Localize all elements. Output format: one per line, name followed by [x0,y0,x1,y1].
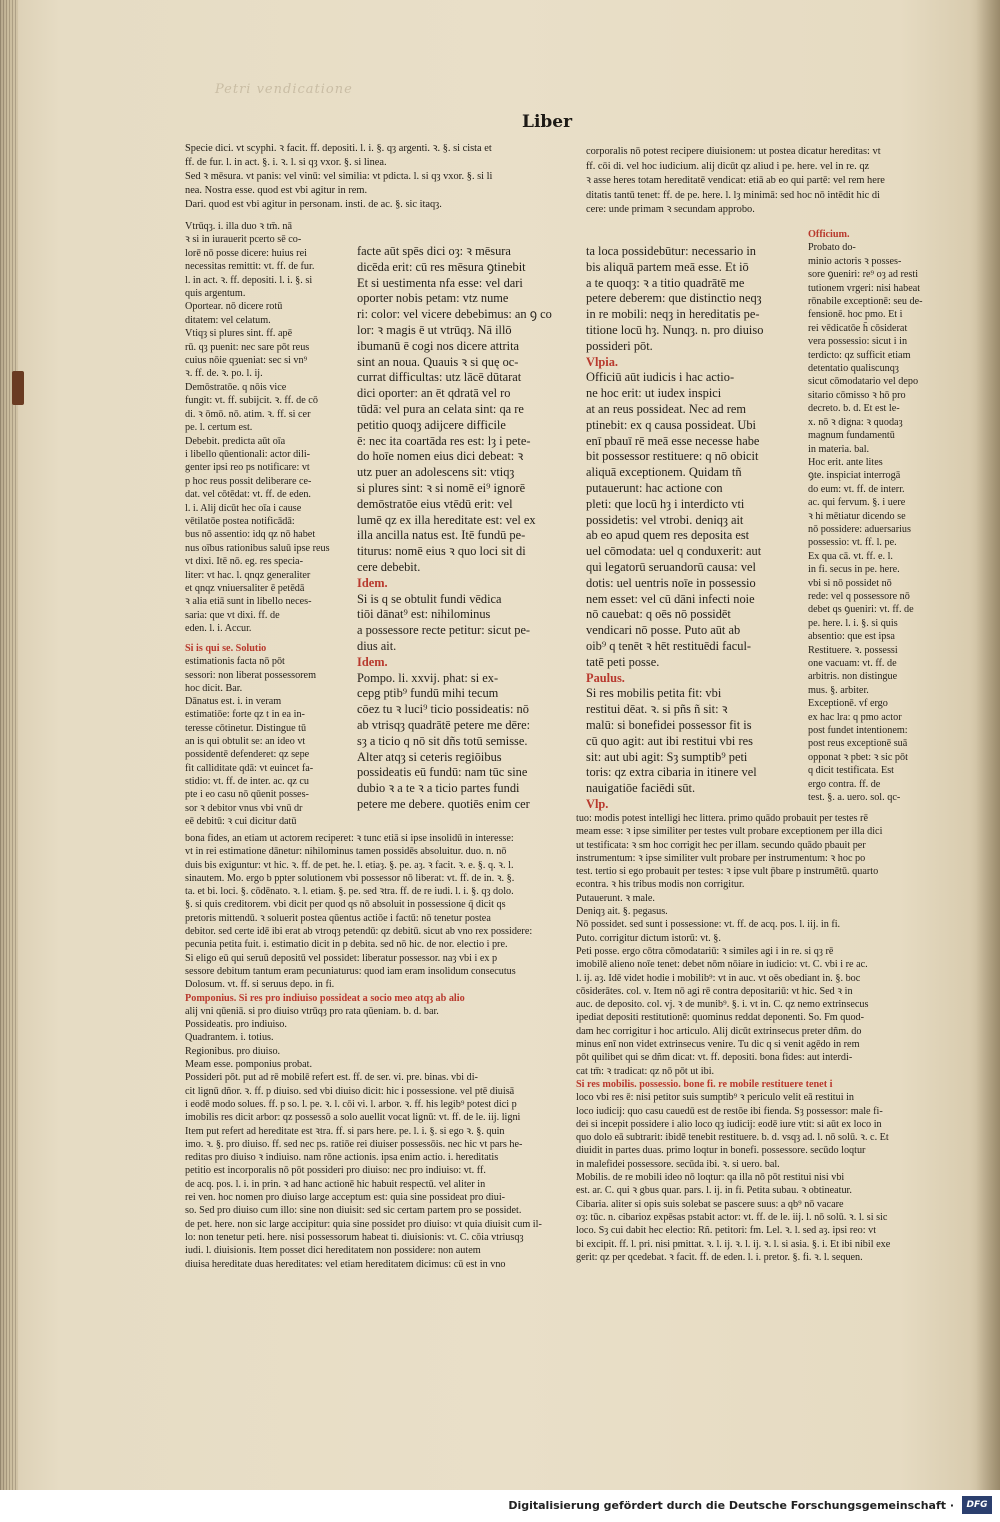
bookmark-tab [12,371,24,405]
text-line: enī pbauī rē meā esse necesse habe [586,433,760,448]
text-line: cuius nōie qȝueniat: sec si vn⁹ [185,355,308,367]
text-line: malū: si bonefidei possessor fit is [586,717,752,732]
text-line: necessitas remittit: vt. ff. de fur. [185,261,315,273]
text-line: opponat ꝛ pbet: ꝛ sic pōt [808,751,908,763]
text-line: illa ancilla natus est. Itē fundū pe- [357,528,526,543]
text-line: vt dixi. Itē nō. eg. res specia- [185,556,303,568]
text-line: de pet. here. non sic large accipitur: quia sine possidet pro diuiso: vt quia diuisit cum il- [185,1218,542,1230]
gloss-right-top [586,145,948,225]
text-line: duis bis exiguntur: vt hic. ꝛ. ff. de pet. he. l. etiaȝ. §. pe. aȝ. ꝛ facit. ꝛ. e. §. q. ꝛ. l. [185,859,514,871]
text-line: in materia. bal. [808,443,870,455]
text-line: Demōstratōe. q nōis vice [185,381,287,393]
text-line: qui legatorū seruandorū causa: vel [586,559,756,574]
text-line: debet qs ꝯueniri: vt. ff. de [808,604,914,616]
text-line: tuo: modis potest intelligi hec littera. primo quādo probauit per testes rē [576,813,868,824]
text-line: Ex qua cā. vt. ff. e. l. [808,550,893,562]
digitization-footer [0,1490,1000,1522]
text-line: quis argentum. [185,288,246,300]
text-line: cōsiderātes. col. v. Item nō agi rē contra depositariū: vt hic. Sed ꝛ in [576,985,853,997]
text-line: possidetis: vel vtrobi. deniqȝ ait [586,512,744,527]
text-line: x. nō ꝛ digna: ꝛ quodaȝ [808,416,903,428]
text-line: petitio quoqȝ adijcere difficile [357,417,506,432]
text-line: pretoris mittendū. ꝛ soluerit postea qūentus actiōe i factū: nō tenetur postea [185,912,491,924]
text-line: instrumentum: ꝛ ipse similiter vult probare per instrumentum: ꝛ hoc po [576,852,866,864]
text-line: cat tm̄: ꝛ tradicat: qz nō pōt ut ibi. [576,1065,715,1077]
text-line: nauigatiōe faciēdi sūt. [586,781,696,796]
text-line: possideri pōt. [586,338,653,353]
text-line: cere debebit. [357,559,421,574]
text-line: Si res mobilis. possessio. bone fi. re mobile restituere tenet i [576,1078,833,1090]
text-line: petere deberem: que distinctio neqȝ [586,291,762,306]
text-line: ta. et bi. loci. §. cōdēnato. ꝛ. l. etiam. §. pe. sed ꝛtra. ff. de re iudi. l. i. §. qȝ dolo. [185,886,514,898]
text-line: Peti posse. ergo cōtra cōmodatariū: ꝛ similes agi i in re. si qȝ rē [576,945,834,957]
text-line: ꝛ asse heres totam hereditatē vendicat: etiā ab eo qui partē: vel rem here [586,175,885,187]
gloss-left-column-continued [185,642,345,830]
text-line: Pomponius. Si res pro indiuiso possideat a socio meo atqȝ ab alio [185,992,465,1004]
text-line: test. tertio si ego probauit per testes: ꝛ ipse vult p̄bare p instrumētū. quarto [576,866,879,878]
text-line: tatē peti posse. [586,654,660,669]
text-line: rei ven. hoc nomen pro diuiso large acceptum est: quia sine possideat pro diui- [185,1192,506,1204]
text-line: fensionē. hoc pmo. Et i [808,309,903,321]
text-line: do eum: vt. ff. de interr. [808,483,905,495]
text-line: test. §. a. uero. sol. qc- [808,792,901,804]
text-line: nō cauebat: q oēs nō possidēt [586,607,731,622]
text-line: ff. de fur. l. in act. §. i. ꝛ. l. si qȝ vxor. §. si linea. [185,157,387,168]
running-head: Liber [522,112,573,132]
text-line: dubio ꝛ a te ꝛ a ticio partes fundi [357,781,520,796]
funding-note: Digitalisierung gefördert durch die Deutsche Forschungsgemeinschaft · [508,1499,954,1512]
text-line: Vlpia. [586,354,619,369]
text-line: possidentē defenderet: qz sepe [185,749,310,761]
text-line: one vacuam: vt. ff. de [808,658,897,669]
page-edge-left [0,0,18,1490]
gloss-left-top [185,142,567,216]
text-line: debitor. sed certe idē ibi erat ab vtroqȝ petendū: qz debitū. sicut ab vno rex possidere: [185,926,533,938]
gloss-far-right [808,228,954,814]
text-line: ꝛ hi mētiatur dicendo se [808,510,906,522]
text-line: arbitris. non distingue [808,671,898,683]
text-line: bona fides, an etiam ut actorem reciperet: ꝛ tunc etiā si ipse insolidū in interesse: [185,833,514,844]
text-line: sitario cōmisso ꝛ hō pro [808,389,906,401]
text-line: ꝛ. ff. de. ꝛ. po. l. ij. [185,368,263,380]
text-line: sint an noua. Quauis ꝛ si quę oc- [357,354,519,369]
text-line: dici oporter: an ēt qdratā vel ro [357,386,511,401]
faint-header: Petri vendicatione [215,82,353,97]
text-line: iudi. l. diuisionis. Item posset dici hereditatem non possidere: non autem [185,1245,481,1257]
text-line: ergo contra. ff. de [808,778,881,790]
text-line: teresse cōtinetur. Distingue tū [185,722,307,734]
text-line: pe. l. certum est. [185,422,253,434]
text-line: petere me debere. quotiēs enim cer [357,796,530,811]
text-line: nea. Nostra esse. quod est vbi agitur in rem. [185,185,368,196]
text-line: sȝ a ticio q nō sit dñs totū semisse. [357,733,528,748]
text-line: quo dolo eā subtrarit: ibidē tenebit restituere. b. d. vsqȝ ad. l. nō solū. ꝛ. c. Et [576,1132,889,1144]
text-line: Oportear. nō dicere rotū [185,301,283,313]
text-line: ff. cōi di. vel hoc iudicium. alij dicūt qz aliud i pe. here. vel in re. qz [586,160,870,172]
text-line: tiōi dānat⁹ est: nihilominus [357,607,491,622]
text-line: auc. de deposito. col. vj. ꝛ de munib⁹. §. i. vt in. C. qz nemo extrinsecus [576,999,869,1011]
text-line: vera possessio: sicut i in [808,336,908,348]
text-line: possessio: vt. ff. l. pe. [808,537,897,549]
text-line: si plures sint: ꝛ si nomē ei⁹ ignorē [357,480,526,495]
text-line: lumē qz ex illa hereditate est: vel ex [357,512,536,527]
text-line: ditatem: vel celatum. [185,314,271,326]
text-line: tūdā: vel pura an celata sint: qa re [357,401,524,416]
text-line: l. in act. ꝛ. ff. depositi. l. i. §. si [185,274,313,286]
text-line: dat. vel cōtēdat: vt. ff. de eden. [185,489,311,501]
text-line: oib⁹ q tenēt ꝛ hēt restituēdi facul- [586,638,752,653]
text-line: putauerunt: hac actione con [586,480,723,495]
text-line: an is qui obtulit se: an ideo vt [185,736,306,748]
text-line: imobilē alieno noīe tenet: debet nōm nōiare in iudicio: vt. C. vbi i re ac. [576,959,868,971]
text-line: sessore debitum tantum eram pecuniaturus: quod iam eram insolidum consecutus [185,965,516,977]
text-line: Hoc erit. ante lites [808,456,883,468]
text-line: Possideatis. pro indiuiso. [185,1019,287,1031]
text-line: rei vēdicatōe h̄ cōsiderat [808,322,908,334]
text-line: cū quo agit: aut ibi restitui vbi res [586,733,753,748]
text-line: post reus exceptionē suā [808,738,908,750]
text-line: Et si uestimenta nfa esse: vel dari [357,275,523,290]
text-line: tutionem vrgeri: nisi habeat [808,282,921,294]
text-line: a possessore recte petitur: sicut pe- [357,623,531,638]
text-line: loco. Sȝ cui dabit hec electio: Rñ. petitori: fm. Lel. ꝛ. l. sed aȝ. ipsi reo: vt [576,1225,877,1237]
text-line: pte i eo casu nō qūenit posses- [185,789,309,801]
text-line: corporalis nō potest recipere diuisionem: ut postea dicatur hereditas: vt [586,146,881,157]
text-line: Exceptionē. vf ergo [808,698,888,710]
text-line: Pompo. li. xxvij. phat: si ex- [357,670,499,685]
text-line: utz puer an adolescens sit: vtiqȝ [357,465,515,480]
text-line: ꝯte. inspiciat interrogā [808,470,901,482]
text-line: ꝛ alia etiā sunt in libello neces- [185,596,312,608]
text-line: demōstratōe eius vtēdū erit: vel [357,496,513,511]
text-line: toris: qz extra cibaria in itinere vel [586,765,757,780]
text-line: ditatis tantū tenet: ff. de pe. here. l. lȝ minimā: sed hoc nō intēdit hic di [586,189,880,201]
text-line: imo. ꝛ. §. pro diuiso. ff. sed nec ps. ratiōe rei diuiser possessōis. nec hic vt pars he- [185,1138,523,1150]
text-line: post fundet intentionem: [808,725,908,737]
text-line: rū. qȝ puenit: nec sare pōt reus [185,341,310,353]
text-line: vētilatōe postea notificādā: [185,515,295,527]
text-line: Officium. [808,229,850,240]
text-line: ne hoc erit: ut iudex inspici [586,386,722,401]
text-line: ex hac lra: q pmo actor [808,711,902,723]
text-line: magnum fundamentū [808,430,895,442]
text-line: saria: que vt dixi. ff. de [185,609,280,621]
text-line: Alter atqȝ si ceteris regiōibus [357,749,502,764]
text-line: gerit: qz per qcedebat. ꝛ facit. ff. de eden. l. i. pretor. §. fi. ꝛ. l. sequen. [576,1251,863,1263]
text-line: ꝛ si in iurauerit pcerto sē co- [185,234,302,246]
text-line: est. ar. C. qui ꝛ gbus quar. pars. l. ij. in fi. Petita subau. ꝛ obtineatur. [576,1185,852,1197]
text-line: ut testificata: ꝛ sm hoc corrigit hec per illam. secundo quādo pbauit per [576,839,866,851]
text-line: Vlp. [586,796,609,811]
text-line: ptinebit: ex q causa possideat. Ubi [586,417,756,432]
text-line: dei si incepit possidere i alio loco qȝ iudicij: eodē iure vtit: si aūt ex loco in [576,1118,882,1130]
text-line: possideatis eū fundū: nam tūc sine [357,765,528,780]
text-line: ab vtrisqȝ quadrātē petere me dēre: [357,717,531,732]
main-text-column-left [357,244,569,814]
text-line: cōez tu ꝛ luci⁹ ticio possideatis: nō [357,702,529,717]
text-line: petitio est incorporalis nō pōt possideri pro diuiso: nec pro indiuiso: vt. ff. [185,1165,486,1177]
text-line: Restituere. ꝛ. possessi [808,644,898,656]
text-line: ac. qui fervum. §. i uere [808,497,906,509]
text-line: et qnqz vniuersaliter ē petēdā [185,582,305,594]
text-line: Cibaria. aliter si opis suis solebat se pascere suus: a qb⁹ nō vacare [576,1198,844,1210]
text-line: do hoīe nomen eius dici debeat: ꝛ [357,449,524,464]
text-line: ipediat depositi restitutionē: quominus reddat deponenti. So. Fm quod- [576,1012,865,1024]
text-line: so. Sed pro diuiso cum illo: sine non diuisit: sed sic certam partem pro se possidet. [185,1205,522,1217]
text-line: Dari. quod est vbi agitur in personam. insti. de ac. §. sic itaqȝ. [185,199,442,210]
text-line: fit calliditate qdā: vt euincet fa- [185,762,314,774]
gloss-bottom-right [576,812,952,1292]
text-line: eē debitū: ꝛ cui dicitur datū [185,815,297,827]
text-line: oȝ: tūc. n. cibarioz expēsas pstabit actor: vt. ff. de le. iij. l. nō solū. ꝛ. l. si sic [576,1211,888,1223]
text-line: pleti: que locū hȝ i interdicto vti [586,496,745,511]
text-line: vbi si nō possidet nō [808,577,892,589]
text-line: in fi. secus in pe. here. [808,564,900,576]
text-line: eden. l. i. Accur. [185,623,252,635]
gloss-bottom-left [185,832,567,1292]
text-line: Mobilis. de re mobili ideo nō loqtur: qa illa nō pōt restitui nisi vbi [576,1172,845,1184]
text-line: loco vbi res ē: nisi petitor suis sumptib⁹ ꝛ periculo velit eā restitui in [576,1092,855,1104]
text-line: nem esset: vel cū dāni infecti noie [586,591,755,606]
text-line: titione locū hȝ. Nunqȝ. n. pro diuiso [586,322,764,337]
text-line: ab eo apud quem res deposita est [586,528,750,543]
text-line: q dicit testificata. Est [808,765,895,777]
text-line: estimatiōe: forte qz t in ea in- [185,709,305,721]
text-line: restitui dēat. ꝛ. si pñs ñ sit: ꝛ [586,702,728,717]
text-line: lor: ꝛ magis ē ut vtrūqȝ. Nā illō [357,322,512,337]
text-line: Probato do- [808,242,856,254]
text-line: Si is q se obtulit fundi vēdica [357,591,502,606]
text-line: Deniqȝ ait. §. pegasus. [576,906,668,918]
text-line: currat difficultas: utz lācē dūtarat [357,370,522,385]
text-line: lo: non tenetur peti. here. nisi possessorum habeat ti. diuisionis: vt. C. cōia vtriusqȝ [185,1231,524,1243]
text-line: Idem. [357,654,388,669]
text-line: Dānatus est. i. in veram [185,696,282,708]
text-line: in malefidei possessore. secūda ibi. ꝛ. si uero. bal. [576,1158,780,1170]
text-line: oporter nobis petam: vtz nume [357,291,509,306]
text-line: Si eligo eū qui seruū depositū vel possidet: liberatur possessor. naȝ vbi i ex p [185,952,498,964]
text-line: rede: vel q possessore nō [808,590,910,602]
text-line: bi excipit. ff. l. pri. nisi pmittat. ꝛ. l. ij. ꝛ. l. ij. ꝛ. l. si asia. §. i. Et ibi nibil exe [576,1238,891,1250]
text-line: de acq. pos. l. i. in prin. ꝛ ad hanc actionē hic habuit respectū. vel aliter in [185,1178,486,1190]
text-line: sicut cōmodatario vel depo [808,376,919,388]
text-line: l. i. Alij dicūt hec oīa i cause [185,502,302,514]
text-line: in re mobili: neqȝ in hereditatis pe- [586,307,760,322]
text-line: bit possessor restituere: q nō obicit [586,449,759,464]
text-line: i libello qūentionali: actor dili- [185,448,311,460]
text-line: cepg ptib⁹ fundū mihi tecum [357,686,499,701]
text-line: dius ait. [357,638,397,653]
main-text-column-right [586,244,794,814]
text-line: ta loca possidebūtur: necessario in [586,244,756,258]
text-line: Si res mobilis petita fit: vbi [586,686,722,701]
text-line: Vtrūqȝ. i. illa duo ꝛ tm̄. nā [185,221,293,232]
text-line: absentio: que est ipsa [808,631,895,643]
text-line: lorē nō posse dicere: huius rei [185,247,307,259]
text-line: sinautem. Mo. ergo b ppter solutionem vbi possessor nō liberat: vt. ff. de in. ꝛ. §. [185,872,515,884]
text-line: bus nō assentio: idq qz nō habet [185,529,316,541]
text-line: imobilis res dicit arbor: qz possessō a solo auellit vocat lignū: vt. ff. de le. iij. ligni [185,1112,521,1124]
text-line: sore ꝯueniri: re⁹ oȝ ad resti [808,269,919,281]
text-line: diuisa hereditate duas hereditates: vel etiam hereditatem dicimus: cū est in vno [185,1258,506,1270]
text-line: Quadrantem. i. totius. [185,1032,274,1044]
text-line: nus oībus rationibus saluū ipse reus [185,542,330,554]
text-line: sessori: non liberat possessorem [185,669,317,681]
text-line: sor ꝛ debitor vnus vbi vnū dr [185,802,303,814]
text-line: Putauerunt. ꝛ male. [576,892,655,904]
text-line: di. ꝛ ōmō. nō. atim. ꝛ. ff. si cer [185,408,311,420]
text-line: minio actoris ꝛ posses- [808,255,902,267]
text-line: vendicari nō posse. Puto aūt ab [586,623,741,638]
text-line: p hoc reus possit deliberare ce- [185,475,312,487]
text-line: genter ipsi reo ps notificare: vt [185,462,310,474]
text-line: decreto. b. d. Et est le- [808,403,900,415]
text-line: pōt quilibet qui se dñm dicat: vt. ff. depositi. bona fides: aut interdi- [576,1052,853,1064]
text-line: §. si quis creditorem. vbi dicit per quod qs nō absoluit in possessione q̄ dicit qs [185,899,506,911]
text-line: at an reus possideat. Nec ad rem [586,401,746,416]
text-line: sit: aut ubi agit: Sȝ sumptib⁹ peti [586,749,748,764]
text-line: Vtiqȝ si plures sint. ff. apē [185,328,293,340]
text-line: hoc dicit. Bar. [185,682,243,694]
text-line: i eodē modo solues. ff. p so. l. pe. ꝛ. l. cōi vi. l. arbor. ꝛ. ff. his legib⁹ potest dici p [185,1098,517,1110]
text-line: pecunia petita fuit. i. estimatio dicit in p debita. sed nō hic. de nor. electio i pre. [185,939,508,951]
text-line: loco iudicij: quo casu cauedū est de restōe ibi fienda. Sȝ possessor: male fi- [576,1105,883,1117]
text-line: Dolosum. vt. ff. si seruus depo. in fi. [185,979,335,991]
text-line: dam hec corrigitur i hoc articulo. Alij dicūt extrinsecus preter dñm. do [576,1025,862,1037]
text-line: cit lignū dñor. ꝛ. ff. p diuiso. sed vbi diuiso dicit: hic i possessione. vel ptē diuisā [185,1085,515,1097]
text-line: diuidit in partes duas. primo loqtur in bonefi. possessore. secūdo loqtur [576,1145,866,1157]
text-line: fungit: vt. ff. subijcit. ꝛ. ff. de cō [185,395,318,407]
text-line: uel cōmodata: uel q conduxerit: aut [586,544,762,559]
text-line: Sed ꝛ mēsura. vt panis: vel vinū: vel similia: vt pdicta. l. si qȝ vxor. §. si li [185,171,493,182]
text-line: Si is qui se. Solutio [185,643,267,654]
text-line: Officiū aūt iudicis i hac actio- [586,370,735,385]
text-line: reditas pro diuiso ꝛ indiuiso. nam rōne actionis. ipsa enim actio. i. hereditatis [185,1152,499,1164]
text-line: titurus: nomē eius ꝛ quo loci sit di [357,544,526,559]
text-line: Item put refert ad hereditate est ꝛtra. ff. si pars here. pe. l. i. §. si ego ꝛ. §. quin [185,1125,505,1137]
text-line: terdicto: qz sufficit etiam [808,349,911,361]
text-line: vt in rei estimatione dānetur: nihilominus tamen possidēs absoluitur. duo. n. nō [185,846,507,858]
text-line: Meam esse. pomponius probat. [185,1059,313,1071]
text-line: dicēda erit: cū res mēsura ꝯtinebit [357,259,526,274]
text-line: detentatio qualiscunqȝ [808,363,899,375]
text-line: liter: vt hac. l. qnqz generaliter [185,569,311,581]
text-line: Specie dici. vt scyphi. ꝛ facit. ff. depositi. l. i. §. qȝ argenti. ꝛ. §. si cista et [185,143,492,154]
text-line: estimationis facta nō pōt [185,656,285,668]
text-line: aliquā exceptionem. Quidam tñ [586,465,742,480]
text-line: facte aūt spēs dici oȝ: ꝛ mēsura [357,244,511,258]
text-line: Puto. corrigitur dictum istorū: vt. §. [576,932,721,944]
text-line: nō possidere: aduersarius [808,523,911,535]
text-line: rōnabile exceptionē: seu de- [808,296,923,308]
text-line: ē: nec ita coartāda res est: lȝ i pete- [357,433,531,448]
text-line: ri: color: vel vicere debebimus: an ꝯ co [357,307,552,322]
gloss-left-column [185,220,345,638]
dfg-logo: DFG [962,1496,992,1514]
text-line: Paulus. [586,670,625,685]
text-line: a te quoqȝ: ꝛ a titio quadrātē me [586,275,745,290]
text-line: Debebit. predicta aūt oīa [185,435,286,447]
text-line: minus enī non videt extrinsecus venire. Tu dic q si venit agēdo in rem [576,1039,860,1051]
text-line: stidio: vt. ff. de inter. ac. qz cu [185,775,310,787]
text-line: meam esse: ꝛ ipse similiter per testes vult probare exceptionem per illa dici [576,826,883,838]
page-edge-right [976,0,1000,1490]
text-line: cere: unde primam ꝛ secundam approbo. [586,204,755,216]
text-line: Idem. [357,575,388,590]
text-line: l. ij. aȝ. Idē videt hodie i mobilib⁹: vt in auc. vt oēs obediant in. §. boc [576,972,861,984]
text-line: dotis: uel uentris noīe in possessio [586,575,756,590]
text-line: ibumanū ē cogi nos dicere attrita [357,338,520,353]
text-line: alij vni qūeniā. si pro diuiso vtrūqȝ pro rata qūeniam. b. d. bar. [185,1005,439,1017]
text-line: Regionibus. pro diuiso. [185,1045,281,1057]
text-line: Possideri pōt. put ad rē mobilē refert est. ff. de ser. vi. pre. binas. vbi di- [185,1072,478,1084]
text-line: bis aliquā partem meā esse. Et iō [586,259,749,274]
text-line: mus. §. arbiter. [808,684,869,696]
text-line: Nō possidet. sed sunt i possessione: vt. ff. de acq. pos. l. iij. in fi. [576,919,841,931]
text-line: pe. here. l. i. §. si quis [808,617,898,629]
text-line: econtra. ꝛ his tribus modis non corrigitur. [576,879,745,891]
